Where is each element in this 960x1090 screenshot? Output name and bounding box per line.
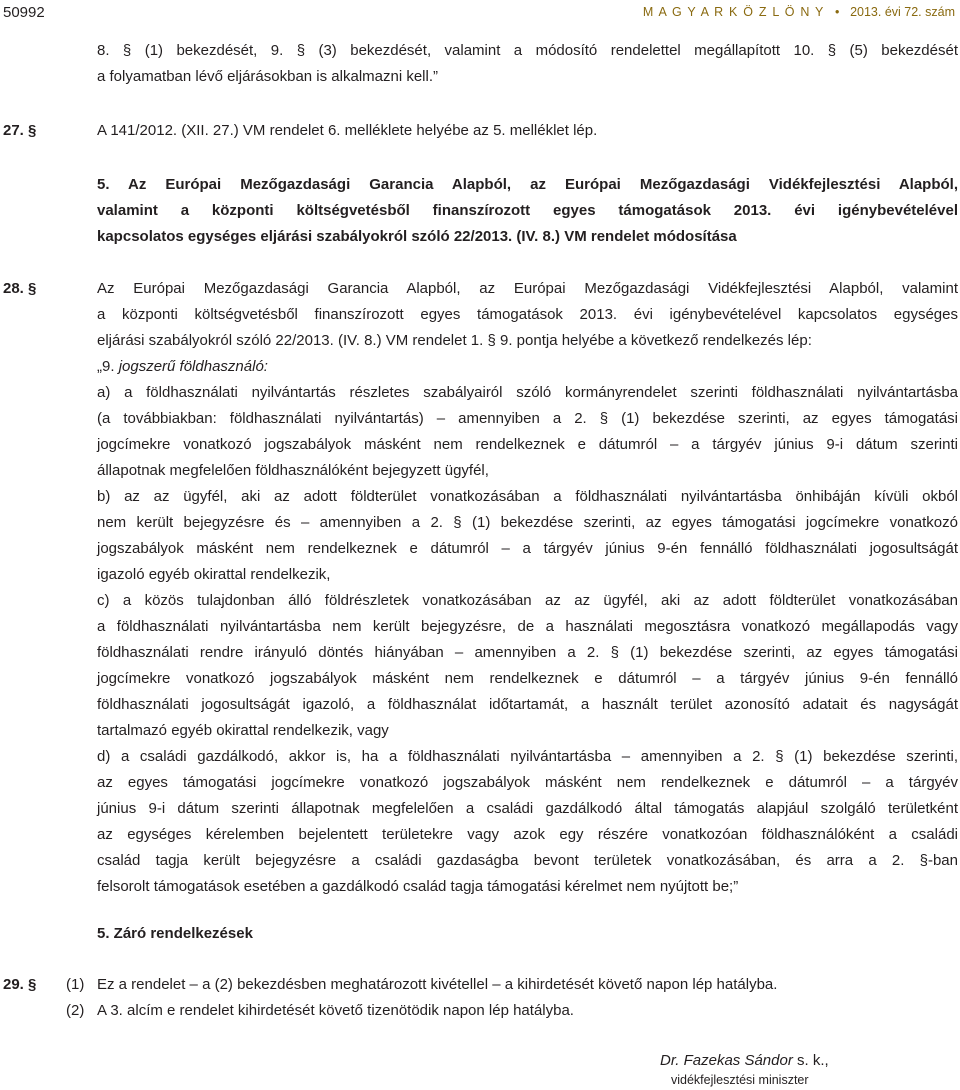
section-29-para-1-number: (1) — [66, 976, 85, 993]
item-line: június 9-i dátum szerinti állapotnak megfelelően a családi gazdálkodó által támogatás alapjául szolgáló területként — [97, 800, 958, 817]
item-line: család tagja került bejegyzésre a családi gazdaságba bevont területek vonatkozásában, és arra a 2. §-ban — [97, 852, 958, 869]
item-line: földhasználati rendre irányuló döntés hiányában – amennyiben a 2. § (1) bekezdése szerinti, az egyes támogatási — [97, 644, 958, 661]
item-line: állapotnak megfelelően földhasználóként bejegyzett ügyfél, — [97, 462, 489, 479]
intro-line-2: a folyamatban lévő eljárásokban is alkalmazni kell.” — [97, 68, 439, 85]
item-line: a) a földhasználati nyilvántartás részletes szabályairól szóló kormányrendelet szerinti földhasználati nyilvántartásba — [97, 384, 958, 401]
section-28-number: 28. § — [3, 280, 37, 297]
journal-header — [643, 5, 955, 19]
term: jogszerű földhasználó: — [118, 358, 268, 375]
section-27-number: 27. § — [3, 122, 37, 139]
item-line: (a továbbiakban: földhasználati nyilvántartás) – amennyiben a 2. § (1) bekezdése szerinti, az egyes támogatási — [97, 410, 958, 427]
item-line: a földhasználati nyilvántartásba nem került bejegyzésre, de a használati megosztásra vonatkozó megállapodás vagy — [97, 618, 958, 635]
item-line: jogcímekre vonatkozó jogszabályok másként nem rendelkeznek e dátumról – a tárgyév június 9-én fennálló — [97, 670, 958, 687]
issue-number: 2013. évi 72. szám — [850, 5, 955, 19]
section-29-para-2: A 3. alcím e rendelet kihirdetését követő tizenötödik napon lép hatályba. — [97, 1002, 574, 1019]
item-line: b) az az ügyfél, aki az adott földterület vonatkozásában a földhasználati nyilvántartásba önhibáján kívüli okból — [97, 488, 958, 505]
section-29-para-2-number: (2) — [66, 1002, 85, 1019]
journal-title: M A G Y A R K Ö Z L Ö N Y — [642, 5, 825, 19]
quote-start: „9. — [97, 358, 115, 375]
intro-line-1: 8. § (1) bekezdését, 9. § (3) bekezdését, valamint a módosító rendelettel megállapított 10. § (5) bekezdését — [97, 42, 958, 59]
signatory-title: vidékfejlesztési miniszter — [671, 1073, 809, 1087]
signatory-suffix: s. k., — [792, 1052, 829, 1069]
heading-5-line-1: 5. Az Európai Mezőgazdasági Garancia Alapból, az Európai Mezőgazdasági Vidékfejlesztési Alapból, — [97, 176, 958, 193]
heading-5-line-3: kapcsolatos egységes eljárási szabályokról szóló 22/2013. (IV. 8.) VM rendelet módosítása — [97, 228, 737, 245]
item-line: c) a közös tulajdonban álló földrészletek vonatkozásában az az ügyfél, aki az adott földterület vonatkozásában — [97, 592, 958, 609]
signatory-name: Dr. Fazekas Sándor — [660, 1052, 793, 1069]
section-28-line-3: eljárási szabályokról szóló 22/2013. (IV. 8.) VM rendelet 1. § 9. pontja helyébe a következő rendelkezés lép: — [97, 332, 812, 349]
item-line: nem került bejegyzésre és – amennyiben a 2. § (1) bekezdése szerinti, az egyes támogatási jogcímekre vonatkozó — [97, 514, 958, 531]
section-27-text: A 141/2012. (XII. 27.) VM rendelet 6. melléklete helyébe az 5. melléklet lép. — [97, 122, 598, 139]
section-28-line-1: Az Európai Mezőgazdasági Garancia Alapból, az Európai Mezőgazdasági Vidékfejlesztési Alapból, valamint — [97, 280, 958, 297]
item-line: jogcímekre vonatkozó jogszabályok másként nem rendelkeznek e dátumról – a tárgyév június 9-i dátum szerinti — [97, 436, 958, 453]
item-line: igazoló egyéb okirattal rendelkezik, — [97, 566, 331, 583]
header-separator: • — [835, 5, 840, 19]
item-line: d) a családi gazdálkodó, akkor is, ha a földhasználati nyilvántartásba – amennyiben a 2. § (1) bekezdése szerinti, — [97, 748, 958, 765]
closing-heading: 5. Záró rendelkezések — [97, 925, 253, 942]
section-27 — [3, 118, 597, 144]
item-line: jogszabályok másként nem rendelkeznek e dátumról – a tárgyév június 9-én fennálló földhasználati jogosultságát — [97, 540, 958, 557]
section-29-number: 29. § — [3, 976, 37, 993]
item-line: földhasználati jogosultságát igazoló, a földhasználat időtartamát, a használt terület azonosító adatait és nagyságát — [97, 696, 958, 713]
signature — [660, 1048, 829, 1074]
definition-term — [97, 354, 268, 380]
section-29-para-1: Ez a rendelet – a (2) bekezdésben meghatározott kivétellel – a kihirdetését követő napon lép hatályba. — [97, 976, 778, 993]
item-line: felsorolt támogatások esetében a gazdálkodó család tagja támogatási kérelmet nem nyújtott be;” — [97, 878, 739, 895]
heading-5-line-2: valamint a központi költségvetésből finanszírozott egyes támogatások 2013. évi igénybevételével — [97, 202, 958, 219]
item-line: tartalmazó egyéb okirattal rendelkezik, vagy — [97, 722, 389, 739]
page-number: 50992 — [3, 4, 45, 21]
section-28-line-2: a központi költségvetésből finanszírozott egyes támogatások 2013. évi igénybevételével kapcsolatos egységes — [97, 306, 958, 323]
item-line: az egységes kérelemben bejelentett területekre vagy azok egy részére vonatkozóan földhasználóként a családi — [97, 826, 958, 843]
item-line: az egyes támogatási jogcímekre vonatkozó jogszabályok másként nem rendelkeznek e dátumról – a tárgyév — [97, 774, 958, 791]
